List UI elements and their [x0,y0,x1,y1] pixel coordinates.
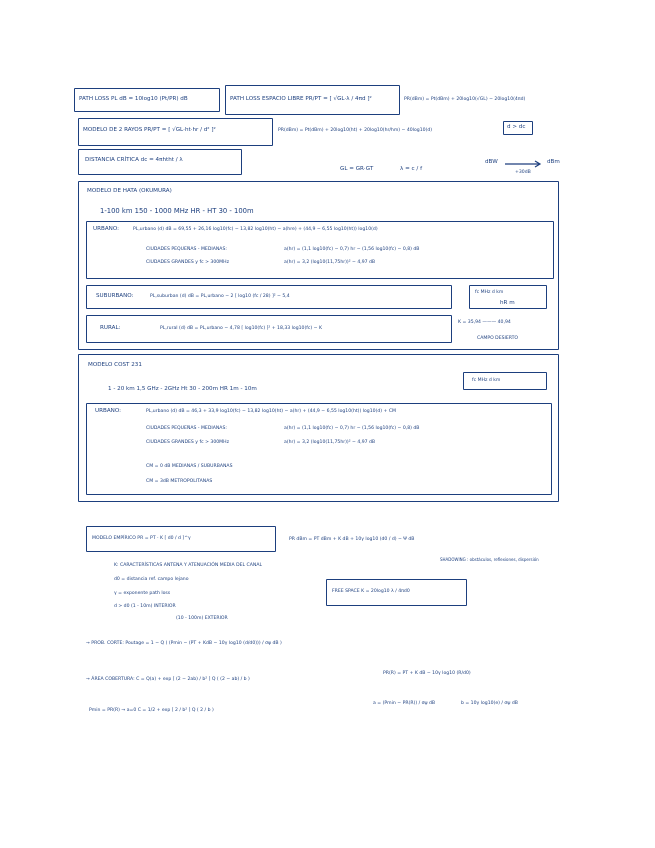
cost231-large-cities-formula: a(hr) = 3,2 (log10(11,75hr))² − 4,97 dB [284,440,376,445]
hata-suburban-formula: PL,suburban (d) dB = PL,urbano − 2 [ log10 (fc / 28) ]² − 5,4 [150,294,290,299]
path-loss-formula: PATH LOSS PL dB = 10log10 (Pt/PR) dB [79,96,188,102]
cost231-units: fc MHz d km [472,378,501,383]
condition-text: d > dc [507,124,526,130]
hata-rural-label: RURAL: [100,325,121,331]
k-definition: K: CARACTERÍSTICAS ANTENA Y ATENUACIÓN MEDIA DEL CANAL [114,563,263,568]
two-ray-db-formula: PR(dBm) = Pt(dBm) + 20log10(ht) + 20log10(hr/hm) − 40log10(d) [278,128,433,133]
hata-units-bottom: hR m [500,300,515,306]
lambda-formula: λ = c / f [400,166,423,172]
critical-distance-formula: DISTANCIA CRÍTICA dc = 4πhtht / λ [85,157,183,163]
dbm-label: dBm [547,159,560,165]
hata-small-cities-formula: a(hr) = (1,1 log10(fc) − 0,7) hr − (1,56 log10(fc) − 0,8) dB [284,247,420,252]
empirical-title: MODELO EMPÍRICO PR = PT · K [ d0 / d ]^γ [92,536,191,541]
hata-large-cities-formula: a(hr) = 3,2 (log10(11,75hr))² − 4,97 dB [284,260,376,265]
outage-probability: → PROB. CORTE: Poutage = 1 − Q ( (Pmin − (PT + KdB − 10γ log10 (d/d0))) / σψ dB ) [86,641,282,646]
b-definition: b = 10γ log10(e) / σψ dB [461,701,518,706]
hata-k-values: K = 35,94 ——— 40,94 [458,320,511,325]
hata-urban-formula: PL,urbano (d) dB = 69,55 + 26,16 log10(fc) − 13,82 log10(ht) − a(hre) + (44,9 − 6,55 log10(ht)) log10(d) [133,227,378,232]
dbw-label: dBW [485,159,498,165]
mean-received-power: PR(R) = PT + K dB − 10γ log10 (R/d0) [383,671,471,676]
hata-small-cities-label: CIUDADES PEQUEÑAS - MEDIANAS: [146,247,227,252]
d0-definition: d0 = distancia ref. campo lejano [114,577,189,582]
gamma-definition: γ = exponente path loss [114,591,171,596]
hata-urban-label: URBANO: [93,226,120,232]
d-greater-d0: d > d0 (1 - 10m) INTERIOR [114,604,176,609]
free-space-formula: PATH LOSS ESPACIO LIBRE PR/PT = [ √GL·λ / 4πd ]² [230,96,372,102]
gain-formula: GL = GR·GT [340,166,374,172]
hata-range: 1-100 km 150 - 1000 MHz HR - HT 30 - 100m [100,207,254,215]
hata-rural-formula: PL,rural (d) dB = PL,urbano − 4,78 [ log10(fc) ]² + 18,33 log10(fc) − K [160,326,322,331]
cost231-small-cities-formula: a(hr) = (1,1 log10(fc) − 0,7) hr − (1,56 log10(fc) − 0,8) dB [284,426,420,431]
cost231-small-cities-label: CIUDADES PEQUEÑAS - MEDIANAS: [146,426,227,431]
cost231-urban-label: URBANO: [95,408,122,414]
hata-k-labels: CAMPO DESIERTO [477,336,519,341]
cost231-cm0: CM = 0 dB MEDIANAS / SUBURBANAS [146,464,233,469]
hata-units-top: fc MHz d km [475,290,504,295]
empirical-db-formula: PR dBm = PT dBm + K dB + 10γ log10 (d0 / d) − Ψ dB [289,537,415,542]
plus30-label: +30dB [515,170,531,175]
hata-title: MODELO DE HATA (OKUMURA) [87,188,172,194]
cost231-large-cities-label: CIUDADES GRANDES y fc > 300MHz [146,440,229,445]
d-greater-d0-exterior: (10 - 100m) EXTERIOR [176,616,228,621]
hata-large-cities-label: CIUDADES GRANDES y fc > 300MHz [146,260,229,265]
cost231-title: MODELO COST 231 [88,362,142,368]
free-space-db-formula: PR(dBm) = Pt(dBm) + 20log10(√GL) − 20log10(4πd) [404,97,526,102]
hata-suburban-label: SUBURBANO: [96,293,134,299]
cost231-urban-formula: PL,urbano (d) dB = 46,3 + 33,9 log10(fc) − 13,82 log10(ht) − a(hr) + (44,9 − 6,55 log10(ht)) log10(d) + CM [146,409,396,414]
shadowing-note: SHADOWING : obstáculos, reflexiones, dispersión [440,557,539,562]
cost231-range: 1 - 20 km 1,5 GHz - 2GHz Ht 30 - 200m HR 1m - 10m [108,386,257,392]
dbw-to-dbm-arrow [505,160,545,168]
two-ray-formula: MODELO DE 2 RAYOS PR/PT = [ √GL·ht·hr / d² ]² [83,127,216,133]
pmin-case: Pmin = PR(R) → a=0 C = 1/2 + exp [ 2 / b² ] Q ( 2 / b ) [89,708,214,713]
free-space-k-formula: FREE SPACE K = 20log10 λ / 4πd0 [332,589,410,594]
coverage-area: → ÁREA COBERTURA: C = Q(a) + exp [ (2 − 2ab) / b² ] Q ( (2 − ab) / b ) [86,677,250,682]
a-definition: a = (Pmin − PR(R)) / σψ dB [373,701,436,706]
cost231-cm3: CM = 3dB METROPOLITANAS [146,479,213,484]
